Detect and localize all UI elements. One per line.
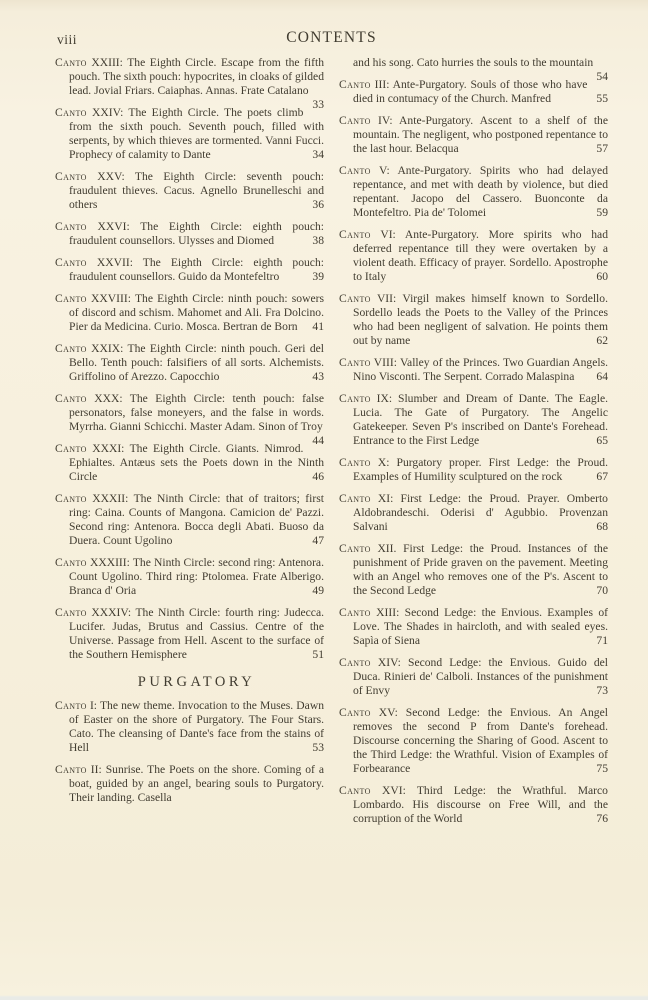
canto-label: Canto — [339, 492, 371, 505]
toc-entry — [339, 606, 608, 648]
entry-text: Virgil makes himself known to Sordello. Sordello leads the Poets to the Valley of the Princes who had been negligent of salvation. He points them out by name — [353, 292, 608, 347]
canto-numeral: XXIV: — [92, 106, 124, 119]
toc-entry — [339, 228, 608, 284]
purgatory-entries-list-left — [55, 699, 324, 805]
toc-entry — [339, 114, 608, 156]
entry-text: Purgatory proper. First Ledge: the Proud. Examples of Humility sculptured on the rock — [353, 456, 608, 483]
canto-numeral: XXXI: — [92, 442, 125, 455]
canto-label: Canto — [55, 342, 87, 355]
canto-label: Canto — [339, 78, 371, 91]
canto-numeral: XXVIII: — [91, 292, 131, 305]
inferno-entries-list — [55, 56, 324, 662]
entry-text: Ante-Purgatory. More spirits who had deferred repentance till they were overtaken by a violent death. Efficacy of prayer. Sordello. Apostrophe to Italy — [353, 228, 608, 283]
entry-page-number: 39 — [312, 270, 324, 283]
entry-text: Ante-Purgatory. Ascent to a shelf of the mountain. The negligent, who postponed repentance to the last hour. Belacqua — [353, 114, 608, 155]
toc-entry-continuation — [339, 56, 608, 83]
canto-numeral: VIII: — [373, 356, 397, 369]
toc-entry — [339, 78, 608, 106]
entry-page-number: 75 — [596, 762, 608, 775]
entry-page-number: 68 — [596, 520, 608, 533]
entry-page-number: 76 — [596, 812, 608, 825]
canto-numeral: IV: — [377, 114, 393, 127]
left-column — [55, 56, 324, 813]
entry-text: Ante-Purgatory. Souls of those who have died in contumacy of the Church. Manfred — [353, 78, 588, 105]
right-column — [339, 56, 608, 834]
canto-numeral: XXIX: — [91, 342, 124, 355]
toc-entry — [339, 784, 608, 826]
entry-page-number: 44 — [312, 434, 324, 447]
entry-text: First Ledge: the Proud. Prayer. Omberto Aldobrandeschi. Oderisi d' Agubbio. Provenzan Salvani — [353, 492, 608, 533]
entry-page-number: 49 — [312, 584, 324, 597]
entry-text: The Eighth Circle. Giants. Nimrod. Ephialtes. Antæus sets the Poets down in the Ninth Circle — [69, 442, 324, 483]
toc-entry — [55, 106, 324, 162]
canto-numeral: VI: — [380, 228, 396, 241]
entry-page-number: 47 — [312, 534, 324, 547]
toc-entry — [55, 292, 324, 334]
toc-entry — [339, 292, 608, 348]
entry-text: Third Ledge: the Wrathful. Marco Lombardo. His discourse on Free Will, and the corruption of the World — [353, 784, 608, 825]
canto-numeral: XXIII: — [91, 56, 123, 69]
folio-number: viii — [57, 32, 78, 47]
toc-entry — [55, 392, 324, 447]
toc-entry — [55, 763, 324, 805]
toc-entry — [339, 356, 608, 384]
toc-entry — [339, 164, 608, 220]
entry-text: The new theme. Invocation to the Muses. Dawn of Easter on the shore of Purgatory. The Four Stars. Cato. The cleansing of Dante's face from the stains of Hell — [69, 699, 324, 754]
page-header — [55, 26, 608, 50]
entry-text: Ante-Purgatory. Spirits who had delayed repentance, and met with death by violence, but died repentant. Jacopo del Cassero. Buonconte da Montefeltro. Pia de' Tolomei — [353, 164, 608, 219]
entry-text: Valley of the Princes. Two Guardian Angels. Nino Visconti. The Serpent. Corrado Malaspina — [353, 356, 608, 383]
canto-label: Canto — [339, 292, 371, 305]
toc-entry — [55, 256, 324, 284]
canto-label: Canto — [55, 106, 87, 119]
canto-label: Canto — [339, 784, 371, 797]
canto-label: Canto — [339, 656, 371, 669]
entry-page-number: 34 — [312, 148, 324, 161]
canto-numeral: II: — [90, 763, 102, 776]
entry-text: The Eighth Circle. The poets climb from the sixth pouch. Seventh pouch, filled with serpents, by which thieves are tormented. Vanni Fucci. Prophecy of calamity to Dante — [69, 106, 324, 161]
canto-label: Canto — [339, 164, 371, 177]
toc-entry — [55, 442, 324, 484]
entry-page-number: 62 — [596, 334, 608, 347]
toc-entry — [55, 220, 324, 248]
entry-text: The Eighth Circle: tenth pouch: false personators, false moneyers, and the false in words. Myrrha. Gianni Schicchi. Master Adam. Sinon of Troy — [69, 392, 324, 433]
toc-entry — [339, 542, 608, 598]
entry-page-number: 65 — [596, 434, 608, 447]
toc-entry — [55, 556, 324, 598]
entry-page-number: 53 — [312, 741, 324, 754]
canto-label: Canto — [339, 606, 371, 619]
contents-title: CONTENTS — [286, 29, 377, 46]
canto-numeral: XXV: — [97, 170, 125, 183]
canto-numeral: XXVII: — [96, 256, 133, 269]
entry-text: The Eighth Circle: ninth pouch: sowers of discord and schism. Mahomet and Ali. Fra Dolcino. Pier da Medicina. Curio. Mosca. Bertran de Born — [69, 292, 324, 333]
canto-numeral: I: — [89, 699, 98, 712]
toc-entry — [339, 492, 608, 534]
entry-text: The Eighth Circle. Escape from the fifth pouch. The sixth pouch: hypocrites, in cloaks of gilded lead. Jovial Friars. Caiaphas. Annas. Frate Catalano — [69, 56, 324, 97]
canto-numeral: XXVI: — [97, 220, 130, 233]
entry-page-number: 46 — [312, 470, 324, 483]
entry-page-number: 67 — [596, 470, 608, 483]
entry-text: Slumber and Dream of Dante. The Eagle. Lucia. The Gate of Purgatory. The Angelic Gatekeeper. Seven P's inscribed on Dante's Forehead. Entrance to the First Ledge — [353, 392, 608, 447]
canto-label: Canto — [339, 114, 371, 127]
canto-numeral: XIV: — [377, 656, 401, 669]
canto-label: Canto — [339, 456, 371, 469]
two-column-layout — [55, 56, 608, 834]
canto-numeral: XII. — [377, 542, 397, 555]
entry-page-number: 38 — [312, 234, 324, 247]
entry-text: The Ninth Circle: that of traitors; first ring: Caina. Counts of Mangona. Camicion de' Pazzi. Second ring: Antenora. Bocca degli Abati. Buoso da Duera. Count Ugolino — [69, 492, 324, 547]
entry-page-number: 43 — [312, 370, 324, 383]
purgatory-entries-list-right — [339, 78, 608, 826]
entry-page-number: 51 — [312, 648, 324, 661]
canto-label: Canto — [55, 292, 87, 305]
canto-label: Canto — [339, 228, 371, 241]
entry-text: Second Ledge: the Envious. Guido del Duca. Rinieri de' Calboli. Instances of the punishment of Envy — [353, 656, 609, 697]
entry-text: Second Ledge: the Envious. An Angel removes the second P from Dante's forehead. Discourse concerning the Sharing of Good. Ascent to the Third Ledge: the Wrathful. Vision of Examples of Forbearance — [353, 706, 608, 775]
entry-page-number: 71 — [596, 634, 608, 647]
entry-page-number: 70 — [596, 584, 608, 597]
entry-text: The Eighth Circle: eighth pouch: fraudulent counsellors. Guido da Montefeltro — [69, 256, 324, 283]
canto-numeral: XI: — [377, 492, 394, 505]
canto-label: Canto — [339, 542, 371, 555]
canto-label: Canto — [55, 492, 87, 505]
canto-numeral: XXXII: — [92, 492, 129, 505]
canto-numeral: X: — [377, 456, 390, 469]
canto-label: Canto — [55, 56, 87, 69]
canto-numeral: VII: — [376, 292, 397, 305]
toc-entry — [55, 606, 324, 662]
canto-label: Canto — [55, 220, 87, 233]
entry-text: The Eighth Circle: ninth pouch. Geri del Bello. Tenth pouch: falsifiers of all sorts. Alchemists. Griffolino of Arezzo. Capocchio — [69, 342, 324, 383]
canto-label: Canto — [339, 392, 371, 405]
book-page — [55, 26, 608, 834]
canto-label: Canto — [55, 606, 87, 619]
section-heading-purgatory: PURGATORY — [137, 674, 256, 690]
canto-numeral: IX: — [376, 392, 393, 405]
canto-numeral: XXX: — [94, 392, 123, 405]
entry-text: Second Ledge: the Envious. Examples of Love. The Shades in haircloth, and with sealed eyes. Sapìa of Siena — [353, 606, 608, 647]
canto-numeral: III: — [374, 78, 390, 91]
canto-label: Canto — [55, 763, 87, 776]
toc-entry — [55, 56, 324, 111]
entry-page-number: 59 — [596, 206, 608, 219]
canto-label: Canto — [339, 706, 371, 719]
canto-numeral: XXXIV: — [91, 606, 132, 619]
entry-text: and his song. Cato hurries the souls to the mountain — [353, 56, 594, 69]
entry-page-number: 57 — [596, 142, 608, 155]
entry-page-number: 64 — [596, 370, 608, 383]
entry-text: First Ledge: the Proud. Instances of the punishment of Pride graven on the pavement. Meeting with an Angel who removes one of the P's. Ascent to the Second Ledge — [353, 542, 608, 597]
toc-entry — [55, 492, 324, 548]
entry-page-number: 33 — [312, 98, 324, 111]
canto-numeral: XV: — [378, 706, 398, 719]
entry-text: Sunrise. The Poets on the shore. Coming of a boat, guided by an angel, bearing souls to Purgatory. Their landing. Casella — [69, 763, 324, 804]
canto-label: Canto — [55, 556, 87, 569]
canto-label: Canto — [55, 170, 87, 183]
toc-entry — [339, 706, 608, 776]
canto-numeral: V: — [378, 164, 390, 177]
toc-entry — [55, 342, 324, 384]
toc-entry — [339, 456, 608, 484]
entry-page-number: 73 — [596, 684, 608, 697]
entry-text: The Eighth Circle: eighth pouch: fraudulent counsellors. Ulysses and Diomed — [69, 220, 324, 247]
toc-entry — [339, 656, 608, 698]
entry-text: The Ninth Circle: fourth ring: Judecca. Lucifer. Judas, Brutus and Cassius. Centre of the Universe. Passage from Hell. Ascent to the surface of the Southern Hemisphere — [69, 606, 324, 661]
canto-label: Canto — [55, 256, 87, 269]
canto-label: Canto — [55, 699, 87, 712]
entry-page-number: 41 — [312, 320, 324, 333]
entry-text: The Eighth Circle: seventh pouch: fraudulent thieves. Cacus. Agnello Brunelleschi and others — [69, 170, 324, 211]
entry-page-number: 54 — [596, 70, 608, 83]
toc-entry — [55, 170, 324, 212]
entry-page-number: 36 — [312, 198, 324, 211]
canto-numeral: XXXIII: — [89, 556, 130, 569]
canto-numeral: XVI: — [382, 784, 406, 797]
canto-label: Canto — [55, 392, 87, 405]
canto-numeral: XIII: — [376, 606, 400, 619]
canto-label: Canto — [339, 356, 371, 369]
entry-text: The Ninth Circle: second ring: Antenora. Count Ugolino. Third ring: Ptolomea. Frate Alberigo. Branca d' Oria — [69, 556, 324, 597]
entry-page-number: 55 — [596, 92, 608, 105]
toc-entry — [339, 392, 608, 448]
entry-page-number: 60 — [596, 270, 608, 283]
toc-entry — [55, 699, 324, 755]
canto-label: Canto — [55, 442, 87, 455]
